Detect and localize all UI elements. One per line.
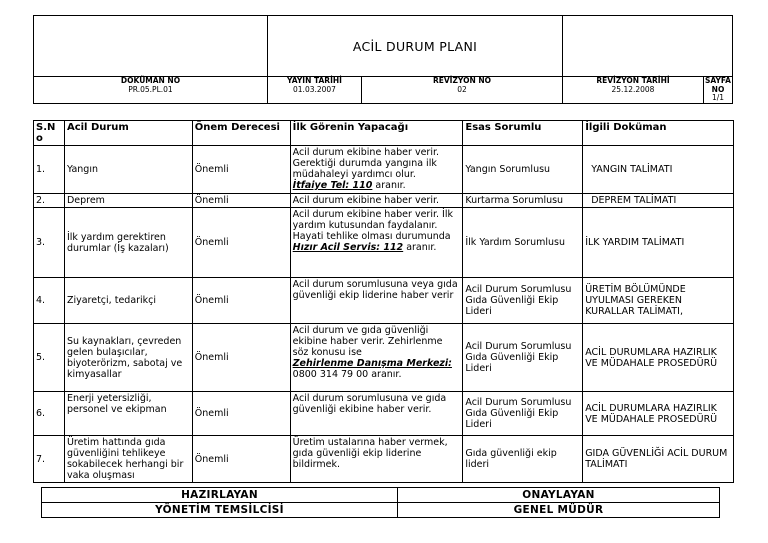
- row-action: Üretim ustalarına haber vermek, gıda güvenliği ekip liderine bildirmek.: [290, 436, 463, 483]
- row-importance: Önemli: [192, 324, 290, 392]
- row-responsible: Acil Durum Sorumlusu Gıda Güvenliği Ekip Lideri: [463, 324, 583, 392]
- row-action: Acil durum sorumlusuna veya gıda güvenliği ekip liderine haber verir: [290, 278, 463, 324]
- phone-label: Hızır Acil Servis: 112: [292, 242, 404, 253]
- meta-label: REVİZYON TARİHİ: [596, 76, 670, 85]
- row-document: YANGIN TALİMATI: [583, 146, 734, 194]
- row-no: 4.: [34, 278, 65, 324]
- meta-value: PR.05.PL.01: [128, 84, 173, 94]
- row-importance: Önemli: [192, 146, 290, 194]
- col-header-responsible: Esas Sorumlu: [463, 121, 583, 146]
- meta-doc-no: [34, 77, 268, 104]
- phone-suffix: aranır.: [403, 242, 437, 253]
- row-no: 2.: [34, 194, 65, 208]
- row-action: [290, 324, 463, 392]
- emergency-plan-table: [33, 120, 734, 483]
- meta-label: REVİZYON NO: [432, 76, 491, 85]
- row-document: ACİL DURUMLARA HAZIRLIK VE MÜDAHALE PROSEDÜRÜ: [583, 392, 734, 436]
- col-header-emergency: Acil Durum: [64, 121, 192, 146]
- row-document: GIDA GÜVENLİĞİ ACİL DURUM TALİMATI: [583, 436, 734, 483]
- col-header-importance: Önem Derecesi: [192, 121, 290, 146]
- phone-label: Zehirlenme Danışma Merkezi:: [292, 358, 452, 369]
- row-action: Acil durum ekibine haber verir.: [290, 194, 463, 208]
- table-row: [34, 392, 734, 436]
- row-document: DEPREM TALİMATI: [583, 194, 734, 208]
- header-right-cell: [563, 16, 733, 77]
- row-no: 3.: [34, 208, 65, 278]
- row-responsible: Acil Durum Sorumlusu Gıda Güvenliği Ekip Lideri: [463, 392, 583, 436]
- logo-cell: [34, 16, 268, 77]
- meta-value: 01.03.2007: [293, 84, 336, 94]
- table-row: [34, 278, 734, 324]
- meta-rev-no: [362, 77, 563, 104]
- row-responsible: Gıda güvenliği ekip lideri: [463, 436, 583, 483]
- phone-suffix: aranır.: [372, 180, 406, 191]
- row-importance: Önemli: [192, 436, 290, 483]
- meta-value: 25.12.2008: [611, 84, 655, 94]
- row-document: İLK YARDIM TALİMATI: [583, 208, 734, 278]
- signature-table: [41, 487, 720, 518]
- col-header-first-action: İlk Görenin Yapacağı: [290, 121, 463, 146]
- action-text: Acil durum ekibine haber verir. İlk yardım kutusundan faydalanır. Hayati tehlike olması durumunda: [292, 209, 453, 242]
- row-importance: Önemli: [192, 278, 290, 324]
- row-emergency: Su kaynakları, çevreden gelen bulaşıcılar, biyoterörizm, sabotaj ve kimyasallar: [64, 324, 192, 392]
- row-document: ÜRETİM BÖLÜMÜNDE UYULMASI GEREKEN KURALLAR TALİMATI,: [583, 278, 734, 324]
- action-text: Acil durum ekibine haber verir. Gerektiği durumda yangına ilk müdahaleyi yardımcı olur.: [292, 147, 440, 180]
- row-emergency: Deprem: [64, 194, 192, 208]
- action-text: Acil durum ve gıda güvenliği ekibine haber verir. Zehirlenme söz konusu ise: [292, 325, 443, 358]
- col-header-no: S.No: [34, 121, 65, 146]
- meta-page-no: [704, 77, 733, 104]
- document-title: ACİL DURUM PLANI: [268, 16, 563, 77]
- row-action: [290, 208, 463, 278]
- row-no: 5.: [34, 324, 65, 392]
- row-emergency: Enerji yetersizliği, personel ve ekipman: [64, 392, 192, 436]
- table-row: [34, 146, 734, 194]
- meta-rev-date: [563, 77, 704, 104]
- row-emergency: Yangın: [64, 146, 192, 194]
- phone-label: İtfaiye Tel: 110: [292, 180, 373, 191]
- meta-pub-date: [268, 77, 362, 104]
- row-importance: Önemli: [192, 194, 290, 208]
- row-action: [290, 146, 463, 194]
- row-responsible: İlk Yardım Sorumlusu: [463, 208, 583, 278]
- row-emergency: Ziyaretçi, tedarikçi: [64, 278, 192, 324]
- row-importance: Önemli: [192, 208, 290, 278]
- row-action: Acil durum sorumlusuna ve gıda güvenliği ekibine haber verir.: [290, 392, 463, 436]
- meta-label: YAYIN TARİHİ: [287, 76, 342, 85]
- row-responsible: Yangın Sorumlusu: [463, 146, 583, 194]
- prepared-label: HAZIRLAYAN: [42, 488, 398, 503]
- row-no: 1.: [34, 146, 65, 194]
- row-no: 7.: [34, 436, 65, 483]
- meta-value: 1/1: [711, 93, 725, 102]
- table-row: [34, 208, 734, 278]
- meta-value: 02: [457, 84, 467, 94]
- row-no: 6.: [34, 392, 65, 436]
- col-header-document: İlgili Doküman: [583, 121, 734, 146]
- row-emergency: Üretim hattında gıda güvenliğini tehlikeye sokabilecek herhangi bir vaka oluşması: [64, 436, 192, 483]
- table-header-row: [34, 121, 734, 146]
- table-row: [34, 436, 734, 483]
- row-importance: Önemli: [192, 392, 290, 436]
- prepared-by: YÖNETİM TEMSİLCİSİ: [42, 503, 398, 518]
- row-responsible: Kurtarma Sorumlusu: [463, 194, 583, 208]
- table-row: [34, 194, 734, 208]
- meta-label: SAYFA NO: [705, 76, 731, 94]
- row-emergency: İlk yardım gerektiren durumlar (İş kazaları): [64, 208, 192, 278]
- row-document: ACİL DURUMLARA HAZIRLIK VE MÜDAHALE PROSEDÜRÜ: [583, 324, 734, 392]
- document-header: [33, 15, 733, 104]
- approved-label: ONAYLAYAN: [398, 488, 720, 503]
- approved-by: GENEL MÜDÜR: [398, 503, 720, 518]
- row-responsible: Acil Durum Sorumlusu Gıda Güvenliği Ekip Lideri: [463, 278, 583, 324]
- table-row: [34, 324, 734, 392]
- meta-label: DOKÜMAN NO: [120, 76, 181, 85]
- phone-suffix: 0800 314 79 00 aranır.: [292, 369, 402, 380]
